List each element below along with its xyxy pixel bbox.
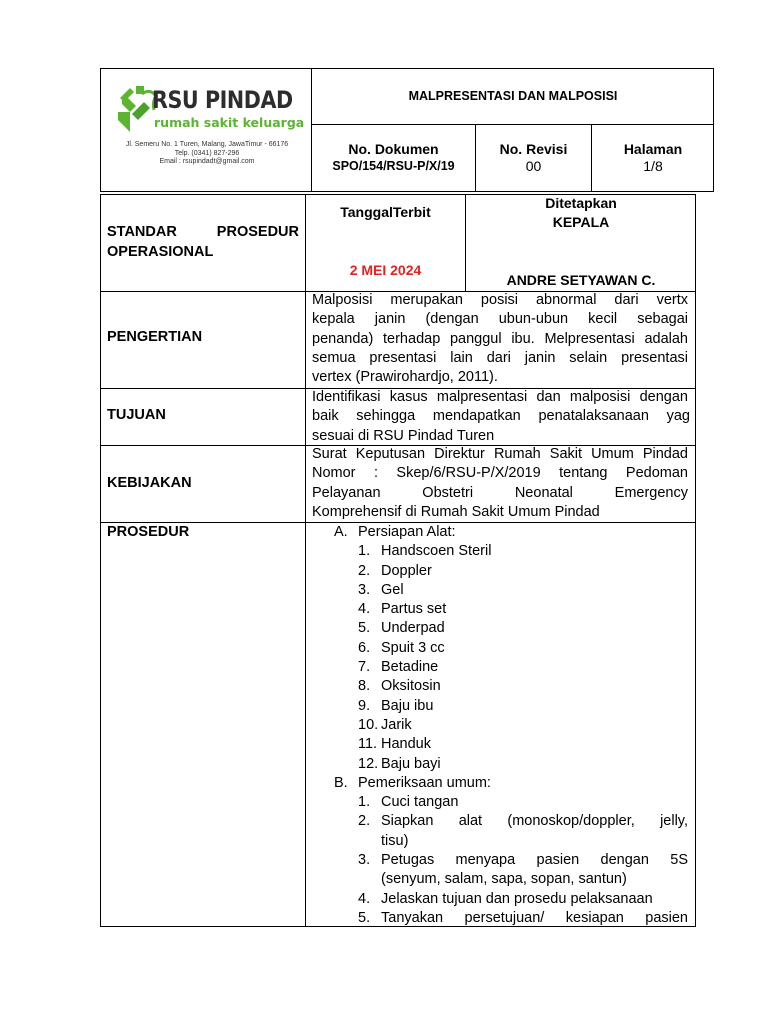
doc-number-value: SPO/154/RSU-P/X/19: [332, 159, 455, 173]
phone-line: Telp. (0341) 827-296: [174, 149, 240, 157]
address-line: Jl. Semeru No. 1 Turen, Malang, JawaTimur - 66176: [125, 141, 289, 148]
page-value: 1/8: [643, 158, 663, 174]
document-title: MALPRESENTASI DAN MALPOSISI: [408, 89, 618, 103]
list-number: 3.: [358, 581, 371, 598]
list-item-text: Gel: [381, 581, 404, 598]
list-item: [306, 793, 694, 812]
list-item: [306, 812, 694, 851]
section-label-tujuan: TUJUAN: [107, 407, 166, 423]
header-divider-h: [311, 124, 714, 125]
list-item: [306, 890, 694, 909]
list-number: 9.: [358, 697, 371, 714]
list-item: [306, 619, 694, 638]
spo-title-line-2: OPERASIONAL: [107, 244, 214, 260]
hospital-logo: [116, 84, 306, 136]
list-item-text: Petugas menyapa pasien dengan 5S: [381, 852, 688, 869]
list-item: [306, 562, 694, 581]
text-line: penanda) terhadap panggul ibu. Melpresentasi adalah: [312, 330, 688, 347]
list-item: [306, 600, 694, 619]
list-number: 12.: [358, 755, 379, 772]
list-item-text: Baju ibu: [381, 697, 434, 714]
list-item-text: Underpad: [381, 620, 445, 637]
text-line: Surat Keputusan Direktur Rumah Sakit Umum Pindad: [312, 446, 688, 462]
text-line: Identifikasi kasus malpresentasi dan malposisi dengan: [312, 389, 688, 405]
page-label: Halaman: [623, 141, 683, 157]
list-item-text: Cuci tangan: [381, 794, 459, 811]
list-heading: Pemeriksaan umum:: [358, 774, 491, 791]
date-label: TanggalTerbit: [340, 204, 431, 220]
list-number: 1.: [358, 543, 371, 560]
list-number: 7.: [358, 659, 371, 676]
section-a-heading: [306, 523, 694, 542]
list-item: [306, 755, 694, 774]
section-label-pengertian: PENGERTIAN: [107, 329, 203, 345]
procedure-list: [306, 523, 694, 926]
text-line: Nomor : Skep/6/RSU-P/X/2019 tentang Pedoman: [312, 465, 688, 482]
set-name: ANDRE SETYAWAN C.: [506, 272, 656, 288]
list-number: 5.: [358, 620, 371, 637]
revision-label: No. Revisi: [499, 141, 568, 157]
section-b-heading: [306, 774, 694, 793]
logo-tagline: rumah sakit keluarga: [154, 115, 305, 130]
list-item-text: Oksitosin: [381, 678, 441, 695]
list-item-text: Handuk: [381, 736, 431, 753]
header-divider-v: [311, 68, 312, 192]
list-item: [306, 909, 694, 926]
list-item: [306, 581, 694, 600]
list-item-text: Doppler: [381, 562, 432, 579]
spo-title-line-1: STANDAR PROSEDUR: [107, 224, 299, 240]
list-number: 1.: [358, 794, 371, 811]
prosedur-content: [306, 522, 694, 926]
doc-number-label: No. Dokumen: [348, 141, 439, 157]
list-item: [306, 677, 694, 696]
text-line: vertex (Prawirohardjo, 2011).: [312, 369, 498, 386]
list-item-text: tisu): [381, 832, 409, 849]
section-label-prosedur: PROSEDUR: [107, 524, 190, 540]
list-number: 8.: [358, 678, 371, 695]
list-item-text: Tanyakan persetujuan/ kesiapan pasien: [381, 909, 688, 926]
list-number: 4.: [358, 890, 371, 907]
list-number: 4.: [358, 601, 371, 618]
list-number: 11.: [358, 736, 378, 753]
list-number: 3.: [358, 852, 371, 869]
list-item-text: Handscoen Steril: [381, 543, 492, 560]
hospital-address: [104, 141, 310, 167]
list-item: [306, 697, 694, 716]
logo-name: RSU PINDAD: [152, 86, 293, 114]
text-line: kepala janin (dengan ubun-ubun kecil sebagai: [312, 311, 688, 328]
text-line: Komprehensif di Rumah Sakit Umum Pindad: [312, 503, 600, 520]
equipment-list: [306, 542, 694, 774]
list-item: [306, 658, 694, 677]
list-item: [306, 851, 694, 890]
set-role: KEPALA: [552, 214, 610, 230]
email-line: Email : rsupindadt@gmail.com: [159, 158, 255, 166]
list-item-text: Spuit 3 cc: [381, 639, 445, 656]
text-line: Pelayanan Obstetri Neonatal Emergency: [312, 484, 688, 501]
list-number: 2.: [358, 562, 371, 579]
pengertian-text: [312, 291, 688, 387]
date-value: 2 MEI 2024: [349, 262, 422, 278]
list-item: [306, 716, 694, 735]
list-marker: A.: [334, 524, 348, 540]
examination-list: [306, 793, 694, 926]
list-item: [306, 542, 694, 561]
list-item: [306, 735, 694, 754]
tujuan-text: [312, 388, 688, 446]
list-marker: B.: [334, 774, 348, 791]
text-line: sesuai di RSU Pindad Turen: [312, 427, 495, 444]
list-number: 10.: [358, 716, 379, 733]
section-label-kebijakan: KEBIJAKAN: [107, 475, 192, 491]
list-item-text: Siapkan alat (monoskop/doppler, jelly,: [381, 813, 688, 830]
list-heading: Persiapan Alat:: [358, 524, 456, 540]
list-item: [306, 639, 694, 658]
list-number: 2.: [358, 813, 371, 830]
spo-title: [107, 222, 299, 262]
set-label: Ditetapkan: [545, 195, 617, 211]
kebijakan-text: [312, 445, 688, 522]
list-item-text: Jarik: [381, 716, 412, 733]
list-number: 5.: [358, 909, 371, 926]
list-item-text: Jelaskan tujuan dan prosedu pelaksanaan: [381, 890, 653, 907]
list-item-text: Baju bayi: [381, 755, 441, 772]
text-line: Malposisi merupakan posisi abnormal dari vertx: [312, 292, 688, 308]
revision-value: 00: [525, 158, 542, 174]
list-item-text: Betadine: [381, 659, 439, 676]
text-line: baik sehingga mendapatkan penatalaksanaan yag: [312, 408, 690, 425]
list-item-text: Partus set: [381, 601, 447, 618]
text-line: semua presentasi lain dari janin selain presentasi: [312, 349, 688, 366]
list-number: 6.: [358, 639, 371, 656]
list-item-text: (senyum, salam, sapa, sopan, santun): [381, 871, 627, 888]
